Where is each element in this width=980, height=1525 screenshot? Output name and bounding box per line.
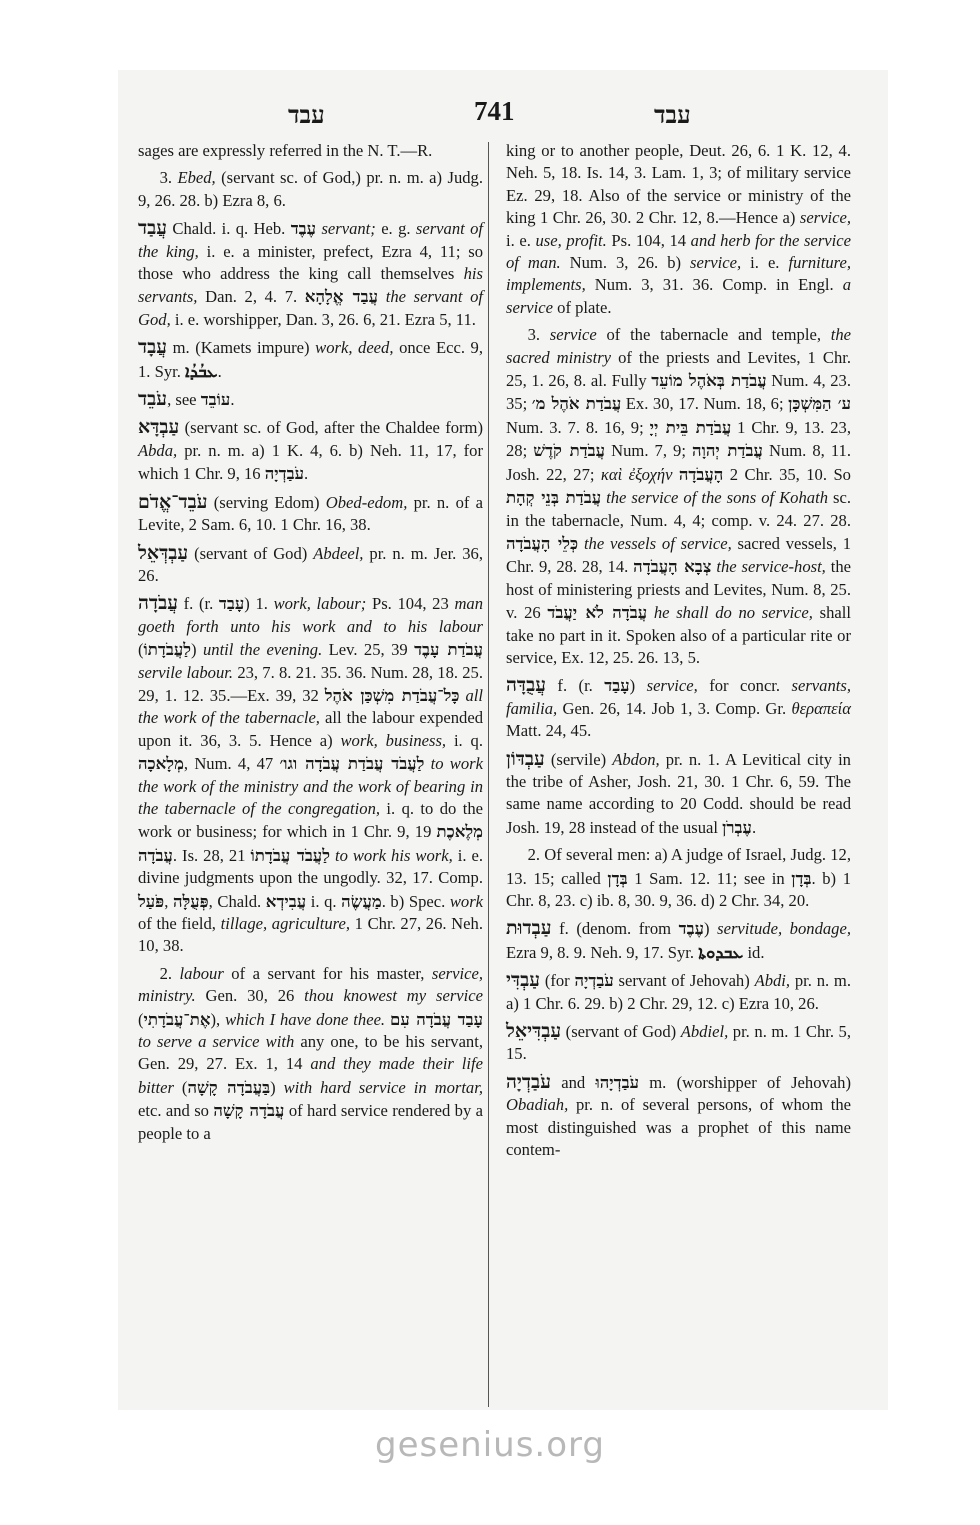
- hebrew-term: בְּדָן: [791, 867, 812, 888]
- italic-gloss: servants, familia,: [506, 676, 851, 718]
- italic-gloss: work: [449, 891, 484, 911]
- hebrew-term: פְּעֻלָּה: [172, 890, 209, 911]
- italic-gloss: Obadiah,: [506, 1095, 569, 1115]
- entry-text: of the priests and Levites, 1 Chr. 25, 1. 26, 8. al. Fully: [506, 347, 851, 391]
- dictionary-entry: [506, 1071, 851, 1162]
- entry-text: Num. 4, 23. 35;: [506, 371, 851, 414]
- hebrew-term: בְּדָן: [607, 867, 628, 888]
- italic-gloss: the servant of God,: [138, 287, 484, 329]
- italic-gloss: work, business,: [340, 730, 447, 750]
- italic-gloss: and they made their life bitter: [138, 1054, 483, 1097]
- entry-text: i. e.: [741, 253, 789, 273]
- entry-text: 3.: [159, 168, 178, 188]
- entry-text: ): [704, 919, 718, 939]
- hebrew-term: עֶבְרֹן: [722, 816, 752, 837]
- hebrew-term: עֲבֹדַת בֵּית יְיָ: [649, 416, 732, 437]
- italic-gloss: Abdi,: [754, 971, 791, 991]
- entry-text: Gen. 30, 26: [195, 986, 305, 1006]
- entry-text: ) 1.: [244, 594, 274, 614]
- italic-gloss: to work his work,: [334, 845, 453, 865]
- dictionary-entry: [506, 674, 851, 742]
- entry-text: of plate.: [553, 297, 612, 317]
- italic-gloss: labour: [179, 963, 224, 983]
- entry-text: , Chald.: [208, 891, 266, 911]
- italic-gloss: Abdiel,: [680, 1022, 729, 1042]
- hebrew-term: בַּעֲבֹדָה קָשָׁה: [187, 1076, 271, 1097]
- hebrew-term: מְלֶאכֶת עֲבֹדָה: [138, 821, 483, 865]
- entry-text: pr. n. m. a) 1 K. 4, 6. b) Neh. 11, 17, for which 1 Chr. 9, 16: [138, 440, 483, 484]
- entry-text: f. (r.: [177, 594, 219, 614]
- italic-gloss: Ebed,: [177, 168, 216, 188]
- entry-text: 1 Sam. 12. 11; see in: [627, 868, 792, 888]
- italic-gloss: and herb for the service of man.: [506, 230, 851, 273]
- hebrew-term: עֶבֶד: [678, 918, 704, 939]
- headword-left: עבד: [288, 100, 325, 129]
- hebrew-term: עֹבַדְיָה: [264, 463, 305, 484]
- entry-text: pr. n. of several persons, of whom the most distinguished was a prophet of this name contem-: [506, 1095, 851, 1160]
- italic-gloss: to serve a service with: [138, 1032, 295, 1052]
- italic-gloss: the vessels of service,: [583, 533, 732, 553]
- entry-text: for concr.: [697, 676, 792, 696]
- entry-text: Gen. 26, 14. Job 1, 3. Comp. Gr.: [557, 698, 792, 718]
- entry-text: i. e. a minister, prefect, Ezra 4, 11; so those who address the king call themselves: [138, 241, 483, 284]
- italic-gloss: servant;: [321, 219, 376, 239]
- entry-text: Ezra 9, 8. 9. Neh. 9, 17. Syr.: [506, 942, 699, 962]
- dictionary-entry: [506, 748, 851, 840]
- hebrew-term: עַבְדִּיאֵל: [506, 1020, 562, 1043]
- dictionary-entry: [138, 542, 483, 588]
- entry-text: shall take no part in it. Spoken also of a particular rite or service, Ex. 12, 25. 26. 13, 5.: [506, 603, 851, 667]
- left-column: [138, 140, 483, 1150]
- entry-text: ): [270, 1077, 284, 1097]
- italic-gloss: καὶ ἐξοχήν: [600, 464, 673, 484]
- entry-text: [378, 287, 386, 306]
- entry-text: Ps. 104, 23: [366, 594, 455, 614]
- italic-gloss: service, ministry.: [138, 963, 483, 1006]
- entry-text: .: [304, 464, 309, 484]
- entry-text: i. q.: [306, 891, 342, 911]
- page-number: 741: [474, 96, 515, 126]
- dictionary-entry: [138, 592, 483, 958]
- entry-text: (servant of God): [188, 543, 314, 563]
- italic-gloss: work, labour;: [273, 594, 367, 614]
- entry-text: [647, 603, 654, 622]
- hebrew-term: לַעֲבֹד עֲבֹדָתוֹ: [250, 844, 330, 865]
- right-column: [506, 140, 851, 1166]
- hebrew-term: מְלָאכָה: [138, 753, 184, 774]
- hebrew-term: עוֹבֵד: [200, 389, 231, 410]
- entry-text: of the field,: [138, 914, 221, 933]
- entry-text: i. e.: [506, 230, 536, 250]
- entry-text: , see: [167, 390, 201, 410]
- entry-text: Dan. 2, 4. 7.: [197, 287, 305, 307]
- hebrew-term: עֹבֵד: [138, 388, 168, 411]
- dictionary-entry: [506, 1020, 851, 1066]
- entry-text: (serving Edom): [207, 492, 326, 512]
- entry-text: (servant sc. of God, after the Chaldee form): [179, 418, 483, 438]
- hebrew-term: עֲבֹדַת קֹדֶשׁ: [533, 440, 606, 461]
- italic-gloss: a service: [506, 275, 851, 317]
- entry-text: f. (denom. from: [551, 919, 679, 939]
- dictionary-entry: [506, 324, 851, 669]
- entry-text: . b) 1 Chr. 8, 23. c) ib. 8, 30. 9, 36. d) 2 Chr. 34, 20.: [506, 868, 851, 910]
- hebrew-term: עָבַד עֲבֹדָה עִם: [389, 1008, 483, 1029]
- italic-gloss: furniture, implements,: [506, 253, 852, 295]
- dictionary-entry: [138, 963, 483, 1145]
- headword-right: עבד: [654, 100, 691, 129]
- hebrew-term: אֶת־עֲבֹדָתִי: [143, 1008, 211, 1029]
- entry-text: (: [173, 1077, 188, 1097]
- entry-text: king or to another people, Deut. 26, 6. 1 K. 12, 4. Neh. 5, 18. Is. 14, 3. Lam. 1, 3; of military service Ez. 29, 18. Also of the service or ministry of the king 1 Chr. 26, 30. 2 Chr. 12, 8.—Hence a): [506, 141, 851, 228]
- entry-text: Num. 3, 31. 36. Comp. in Engl.: [585, 275, 843, 295]
- entry-text: any one, to be his servant, Gen. 29, 27. Ex. 1, 14: [138, 1032, 483, 1074]
- hebrew-term: עֹבַדְיָהוּ: [595, 1071, 639, 1092]
- italic-gloss: servant of the king,: [138, 219, 484, 261]
- hebrew-term: עַבְדּוֹן: [506, 747, 545, 770]
- italic-gloss: service,: [690, 253, 742, 273]
- hebrew-term: עֲבֹדָה קָשָׁה: [213, 1100, 285, 1121]
- entry-text: all the labour expended upon it. 36, 3. 5. Hence a): [138, 708, 483, 750]
- dictionary-entry: [506, 917, 851, 964]
- page-header: [118, 92, 888, 138]
- hebrew-term: עַבְדוּת: [506, 917, 552, 940]
- entry-text: pr. n. m. 1 Chr. 5, 15.: [506, 1022, 852, 1064]
- entry-text: f. (r.: [545, 676, 605, 696]
- italic-gloss: man goeth forth unto his work and to his labour: [138, 594, 484, 636]
- hebrew-term: עֲבָד: [138, 336, 168, 359]
- entry-text: (servile): [544, 749, 613, 769]
- hebrew-term: עֶבֶד: [290, 218, 317, 239]
- entry-text: (servant of God): [561, 1022, 681, 1042]
- entry-text: e. g.: [375, 219, 416, 239]
- entry-text: 2.: [159, 963, 180, 983]
- entry-text: . b) Spec.: [381, 891, 450, 911]
- entry-text: sages are expressly referred in the N. T.—R.: [138, 141, 433, 160]
- entry-text: 1 Chr. 9, 13. 23, 28;: [506, 417, 851, 461]
- hebrew-term: ע׳ הַמִּשְׁכָּן: [788, 393, 851, 414]
- italic-gloss: use, profit.: [535, 230, 607, 250]
- italic-gloss: service,: [799, 208, 851, 228]
- hebrew-term: עַבְדָּא: [138, 416, 180, 439]
- dictionary-entry: [138, 336, 483, 383]
- entry-text: i. e. divine judgments upon the ungodly. 32, 17. Comp.: [138, 845, 483, 888]
- entry-text: 2. Of several men: a) A judge of Israel, Judg. 12, 13. 15; called: [506, 845, 851, 888]
- entry-text: pr. n. 1. A Levitical city in the tribe of Asher, Josh. 21, 30. 1 Chr. 6, 59. The same name according to 20 Codd. should be read Josh. 19, 28 instead of the usual: [506, 749, 851, 837]
- hebrew-term: עַבְדִּי: [506, 969, 541, 992]
- entry-text: (for: [540, 971, 575, 991]
- dictionary-entry: [138, 167, 483, 212]
- italic-gloss: he shall do no service,: [653, 603, 813, 623]
- dictionary-entry: [506, 969, 851, 1015]
- entry-text: 1 Chr. 27, 26. Neh. 10, 38.: [138, 914, 483, 956]
- entry-text: ): [629, 676, 647, 696]
- dictionary-entry: [138, 491, 483, 537]
- italic-gloss: tillage, agriculture,: [220, 914, 351, 933]
- entry-text: Num. 7, 9;: [605, 441, 693, 461]
- entry-text: once Ecc. 9, 1. Syr.: [138, 338, 483, 381]
- hebrew-term: ܥܒܳܕܳܐ: [185, 360, 218, 381]
- entry-text: Matt. 24, 45.: [506, 721, 592, 741]
- entry-text: and: [550, 1072, 596, 1092]
- entry-text: Chald. i. q. Heb.: [167, 219, 291, 239]
- dictionary-entry: [138, 416, 483, 485]
- italic-gloss: his servants,: [138, 264, 483, 307]
- italic-gloss: all the work of the tabernacle,: [138, 685, 483, 728]
- hebrew-term: עֲבֹדַת בְּאֹהֶל מוֹעֵד: [651, 370, 767, 391]
- hebrew-term: פֹּעַל: [138, 890, 165, 911]
- entry-text: sc. in the tabernacle, Num. 4, 4; comp. v. 24. 27. 28.: [506, 488, 851, 530]
- italic-gloss: servile labour.: [138, 662, 234, 682]
- entry-text: sacred vessels, 1 Chr. 9, 28. 28, 14.: [506, 533, 851, 577]
- hebrew-term: עֲבֻדָּה: [506, 674, 546, 697]
- entry-text: Lev. 25, 39: [322, 640, 415, 660]
- hebrew-term: עָבַד: [218, 593, 245, 614]
- italic-gloss: θεραπεία: [791, 698, 851, 718]
- entry-text: i. q. to do the work or business; for which in 1 Chr. 9, 19: [138, 798, 483, 842]
- entry-text: servant of Jehovah): [613, 971, 755, 991]
- hebrew-term: צְבָא הָעֲבֹדָה: [633, 556, 712, 577]
- hebrew-term: עֲבַד: [138, 217, 168, 240]
- hebrew-term: עָבַד: [604, 675, 630, 696]
- entry-text: id.: [743, 942, 765, 962]
- hebrew-term: הָעֲבֹדָה: [678, 463, 724, 484]
- entry-text: of the tabernacle and temple,: [596, 325, 831, 345]
- dictionary-page: [118, 70, 888, 1410]
- hebrew-term: עֹבֵד־אֱדֹם: [138, 490, 208, 513]
- hebrew-term: מַעֲשֶׂה: [341, 890, 382, 911]
- entry-text: m. (worshipper of Jehovah): [638, 1072, 851, 1092]
- italic-gloss: to work the work of the ministry and the work of bearing in the tabernacle of the congregation,: [138, 754, 483, 818]
- entry-text: ): [191, 640, 203, 660]
- entry-text: Ex. 30, 17. Num. 18, 6;: [621, 394, 789, 414]
- hebrew-term: עֲבַד אֱלָהָא: [304, 286, 379, 307]
- hebrew-term: עֲבֹדָה לֹא יַעֲבֹד: [547, 602, 648, 623]
- entry-text: pr. n. of a Levite, 2 Sam. 6, 10. 1 Chr. 16, 38.: [138, 492, 483, 535]
- entry-text: Ps. 104, 14: [606, 230, 691, 250]
- entry-text: m. (Kamets impure): [167, 338, 316, 358]
- entry-text: 3.: [527, 325, 550, 345]
- hebrew-term: לַעֲבֹד עֲבֹדַת עֲבֹדָה וגו׳: [279, 753, 425, 774]
- hebrew-term: עֲבֹדַת עָבֶד: [414, 639, 483, 660]
- dictionary-entry: [506, 844, 851, 912]
- entry-text: , Num. 4, 47: [183, 754, 280, 774]
- italic-gloss: Abda,: [138, 440, 178, 460]
- italic-gloss: which I have done thee.: [225, 1009, 386, 1029]
- dictionary-entry: [138, 140, 483, 162]
- entry-text: etc. and so: [138, 1101, 214, 1121]
- entry-text: pr. n. m. a) 1 Chr. 6. 29. b) 2 Chr. 29, 12. c) Ezra 10, 26.: [506, 971, 851, 1013]
- hebrew-term: עֹבַדְיָה: [506, 1070, 551, 1093]
- entry-text: Num. 8, 11. Josh. 22, 27;: [506, 441, 852, 484]
- hebrew-term: כָּל־עֲבֹדַת מִשְׁכַּן אֹהֶל: [324, 684, 460, 705]
- italic-gloss: the service-host,: [716, 557, 826, 577]
- italic-gloss: thou knowest my service: [304, 986, 483, 1006]
- italic-gloss: work, deed,: [315, 338, 394, 358]
- hebrew-term: עֲבֹדַת יְהוָה: [692, 440, 763, 461]
- italic-gloss: the service of the sons of Kohath: [606, 488, 828, 508]
- entry-text: 2 Chr. 35, 10. So: [723, 464, 851, 484]
- entry-text: i. q.: [446, 730, 484, 750]
- hebrew-term: עֹבַדְיָה: [574, 970, 614, 991]
- entry-text: i. e. worshipper, Dan. 3, 26. 6, 21. Ezra 5, 11.: [170, 309, 476, 329]
- entry-text: . Is. 28, 21: [172, 845, 251, 865]
- hebrew-term: ܥܒܕܘܬܐ: [698, 941, 744, 962]
- italic-gloss: with hard service in mortar,: [283, 1077, 483, 1097]
- entry-text: 23, 7. 8. 21. 35. 36. Num. 28, 18. 25. 29, 1. 12. 35.—Ex. 39, 32: [138, 662, 484, 705]
- dictionary-entry: [138, 388, 483, 411]
- hebrew-term: כְּלֵי הָעֲבֹדָה: [506, 532, 579, 553]
- italic-gloss: until the evening.: [202, 640, 323, 660]
- entry-text: (: [138, 640, 144, 660]
- entry-text: Num. 3. 7. 8. 16, 9;: [506, 417, 650, 437]
- hebrew-term: עֲבֹדַת בְּנֵי קְהָת: [506, 487, 602, 508]
- entry-text: ),: [210, 1009, 226, 1029]
- italic-gloss: Abdon,: [612, 749, 660, 769]
- entry-text: (: [138, 1009, 144, 1029]
- entry-text: Num. 3, 26. b): [560, 253, 691, 273]
- italic-gloss: servitude, bondage,: [717, 919, 851, 939]
- dictionary-entry: [138, 217, 483, 331]
- italic-gloss: Abdeel,: [313, 543, 364, 563]
- entry-text: ,: [164, 891, 173, 911]
- entry-text: of hard service rendered by a people to a: [138, 1101, 483, 1143]
- italic-gloss: service,: [646, 676, 698, 696]
- entry-text: the host of ministering priests and Levites, Num. 8, 25. v. 26: [506, 557, 851, 623]
- dictionary-entry: [506, 140, 851, 319]
- hebrew-term: עֲבֹדַת אֹהֶל מ׳: [531, 393, 622, 414]
- entry-text: .: [751, 817, 757, 837]
- entry-text: (servant sc. of God,) pr. n. m. a) Judg. 9, 26. 28. b) Ezra 8, 6.: [138, 168, 483, 210]
- entry-text: pr. n. m. Jer. 36, 26.: [138, 543, 483, 585]
- entry-text: .: [230, 390, 235, 410]
- watermark: gesenius.org: [375, 1425, 605, 1465]
- hebrew-term: עֲבֹדָה: [138, 592, 178, 615]
- entry-text: of a servant for his master,: [223, 963, 432, 983]
- column-divider: [488, 142, 489, 1407]
- entry-text: .: [217, 361, 222, 381]
- hebrew-term: לַעֲבֹדָתוֹ: [143, 639, 192, 660]
- hebrew-term: עֲבִידְא: [265, 890, 307, 911]
- italic-gloss: Obed-edom,: [325, 492, 408, 512]
- italic-gloss: service: [549, 325, 597, 345]
- hebrew-term: עַבְדְּאֵל: [138, 541, 189, 564]
- italic-gloss: the sacred ministry: [506, 325, 851, 367]
